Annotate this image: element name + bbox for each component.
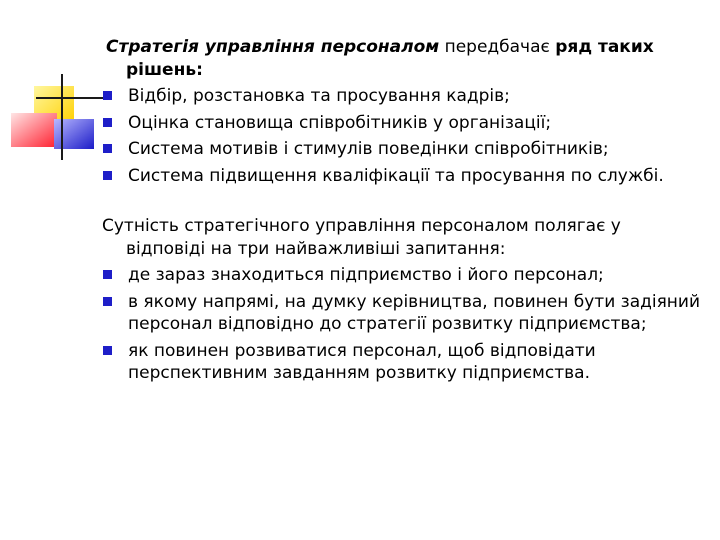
- intro-title: Стратегія управління персоналом: [106, 37, 440, 57]
- list-item-text: Відбір, розстановка та просування кадрів;: [128, 86, 510, 106]
- bullet-icon: [103, 297, 112, 306]
- list-item: [102, 138, 702, 161]
- essence-paragraph: Сутність стратегічного управління персоналом полягає у відповіді на три найважливіші запитання:: [102, 216, 621, 259]
- intro-bold-end: ряд таких рішень:: [126, 37, 654, 80]
- list-item: [102, 340, 702, 385]
- bullet-icon: [103, 346, 112, 355]
- bullet-icon: [103, 171, 112, 180]
- bullet-icon: [103, 91, 112, 100]
- bullet-icon: [103, 118, 112, 127]
- bullet-icon: [103, 270, 112, 279]
- list-item: [102, 112, 702, 135]
- intro-middle: передбачає: [439, 37, 556, 57]
- list-item: [102, 291, 702, 336]
- slide-content: [102, 36, 702, 385]
- list-item: [102, 85, 702, 108]
- list-item-text: в якому напрямі, на думку керівництва, повинен бути задіяний персонал відповідно до стратегії розвитку підприємства;: [128, 291, 701, 334]
- list-item: [102, 165, 702, 188]
- list-item-text: як повинен розвиватися персонал, щоб відповідати перспективним завданням розвитку підприємства.: [128, 340, 596, 383]
- questions-list: [102, 264, 702, 385]
- decisions-list: [102, 85, 702, 187]
- list-item-text: Оцінка становища співробітників у організації;: [128, 112, 552, 133]
- list-item: [102, 264, 702, 287]
- bullet-icon: [103, 144, 112, 153]
- intro-paragraph: [102, 36, 702, 81]
- blue-square: [54, 119, 94, 149]
- list-item-text: Система мотивів і стимулів поведінки співробітників;: [128, 139, 609, 159]
- red-square: [11, 113, 57, 147]
- list-item-text: де зараз знаходиться підприємство і його персонал;: [128, 265, 604, 285]
- list-item-text: Система підвищення кваліфікації та просування по службі.: [128, 165, 664, 186]
